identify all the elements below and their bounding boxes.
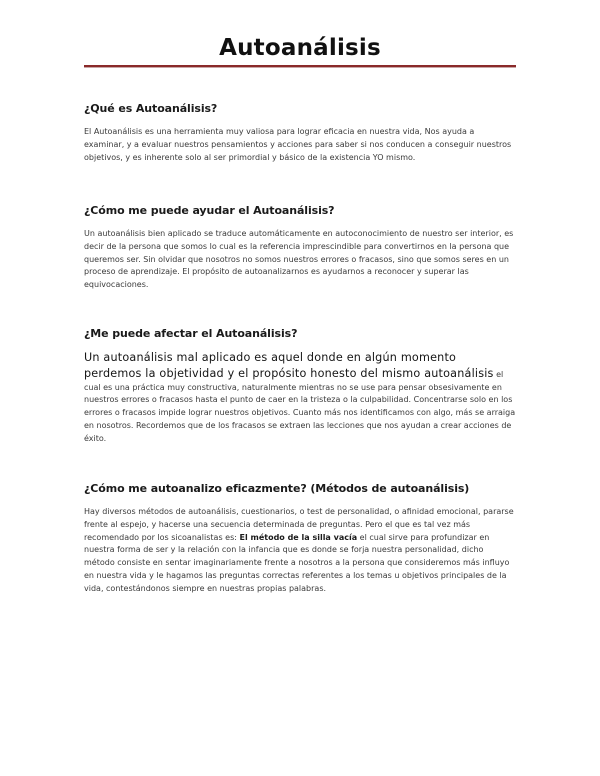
section-can-it-affect: [84, 326, 516, 446]
paragraph-text-after: el cual sirve para profundizar en nuestra forma de ser y la relación con la infancia que es donde se forja nuestra personalidad, dicho método consiste en sentar imaginariamente frente a nosotros a la persona que consideremos más influyo en nuestra vida y le hagamos las preguntas correctas referentes a los temas u objetivos principales de la vida, contestándonos siempre en nuestras propias palabras.: [84, 532, 510, 593]
section-paragraph: El Autoanálisis es una herramienta muy valiosa para lograr eficacia en nuestra vida, Nos ayuda a examinar, y a evaluar nuestros pensamientos y acciones para saber si nos conducen a conseguir nuestros objetivos, y es inherente solo al ser primordial y básico de la existencia YO mismo.: [84, 127, 512, 162]
section-heading: ¿Cómo me puede ayudar el Autoanálisis?: [84, 204, 335, 217]
section-heading: ¿Me puede afectar el Autoanálisis?: [84, 327, 298, 340]
document-title: Autoanálisis: [219, 35, 381, 61]
lead-sentence: Un autoanálisis mal aplicado es aquel donde en algún momento perdemos la objetividad y el propósito honesto del mismo autoanálisis: [84, 351, 494, 380]
section-how-it-helps: [84, 203, 516, 292]
method-emphasis: El método de la silla vacía: [239, 532, 358, 542]
section-heading: ¿Qué es Autoanálisis?: [84, 102, 218, 115]
paragraph-continuation: el cual es una práctica muy constructiva, naturalmente mientras no se use para pensar obsesivamente en nuestros errores o fracasos hasta el punto de caer en la tristeza o la culpabilidad. Concentrarse solo en los errores o fracasos impide lograr nuestros objetivos. Cuanto más nos identificamos con algo, más se arraiga en nosotros. Recordemos que de los fracasos se extraen las lecciones que nos ayudan a crear acciones de éxito.: [84, 369, 516, 443]
section-paragraph: [84, 350, 516, 446]
paragraph-text-before: Hay diversos métodos de autoanálisis, cuestionarios, o test de personalidad, o afinidad emocional, pararse frente al espejo, y hacerse una secuencia determinada de preguntas. Pero el que es tal vez más recomendado por los sicoanalistas es:: [84, 507, 514, 542]
section-methods: [84, 481, 516, 596]
section-what-is: [84, 101, 516, 164]
section-heading: ¿Cómo me autoanalizo eficazmente? (Métodos de autoanálisis): [84, 482, 470, 495]
section-paragraph: Un autoanálisis bien aplicado se traduce automáticamente en autoconocimiento de nuestro ser interior, es decir de la persona que somos lo cual es la referencia imprescindible para convertirnos en la persona que queremos ser. Sin olvidar que nosotros no somos nuestros errores o fracasos, sino que somos seres en un proceso de aprendizaje. El propósito de autoanalizarnos es ayudarnos a reconocer y superar las equivocaciones.: [84, 229, 514, 290]
title-underline-divider: [84, 65, 516, 68]
section-paragraph: [84, 506, 516, 596]
